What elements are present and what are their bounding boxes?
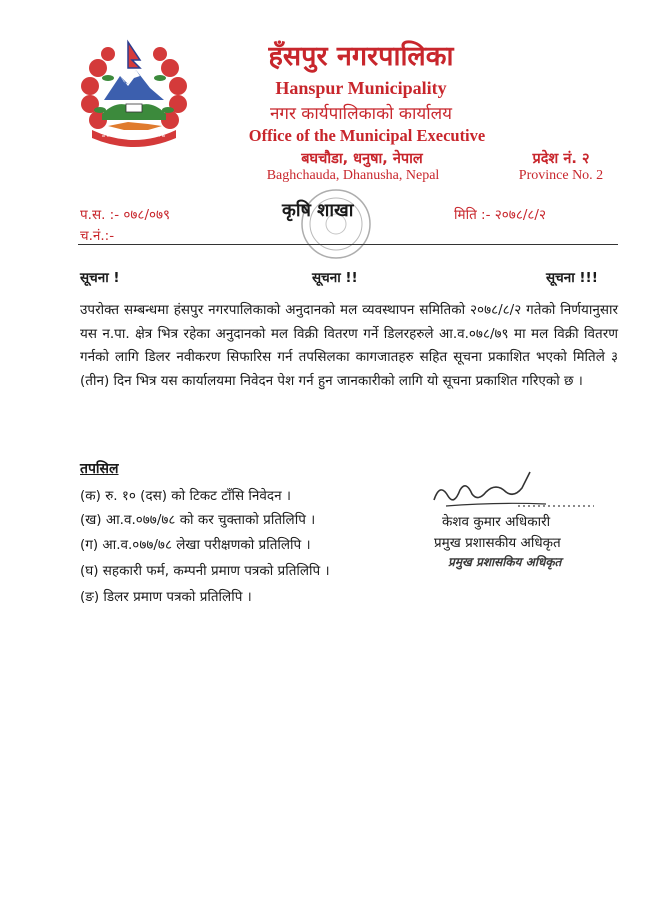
header-divider: [78, 244, 618, 245]
office-title-nepali: नगर कार्यपालिकाको कार्यालय: [269, 104, 453, 124]
annex-item: (ङ) डिलर प्रमाण पत्रको प्रतिलिपि ।: [80, 589, 252, 605]
designation-stamp: प्रमुख प्रशासकिय अधिकृत: [448, 555, 562, 569]
office-title-english: Office of the Municipal Executive: [248, 126, 486, 145]
reference-number: प.स. :- ०७८/०७९: [80, 207, 171, 223]
province-nepali: प्रदेश नं. २: [532, 151, 590, 167]
address-english: Baghchauda, Dhanusha, Nepal: [266, 168, 440, 183]
notice-heading-center: सूचना !!: [312, 270, 358, 286]
signatory-name: केशव कुमार अधिकारी: [442, 514, 551, 530]
signatory-post: प्रमुख प्रशासकीय अधिकृत: [434, 535, 561, 551]
dispatch-number: च.नं.:-: [80, 228, 115, 244]
annex-item: (ख) आ.व.०७७/७८ को कर चुक्ताको प्रतिलिपि ।: [80, 512, 316, 528]
annex-item: (घ) सहकारी फर्म, कम्पनी प्रमाण पत्रको प्रतिलिपि ।: [80, 563, 330, 579]
round-office-stamp: [296, 184, 376, 264]
annex-item: (ग) आ.व.०७७/७८ लेखा परीक्षणको प्रतिलिपि ।: [80, 537, 311, 553]
municipality-title-english: Hanspur Municipality: [275, 78, 447, 98]
annex-heading: तपसिल: [80, 461, 119, 477]
notice-heading-left: सूचना !: [80, 270, 120, 286]
issue-date: मिति :- २०७८/८/२: [454, 207, 546, 223]
notice-heading-right: सूचना !!!: [546, 270, 598, 286]
municipality-emblem: [78, 38, 190, 150]
flag: [128, 42, 140, 68]
municipality-title-nepali: हँसपुर नगरपालिका: [268, 41, 454, 72]
annex-item: (क) रु. १० (दस) को टिकट टाँसि निवेदन ।: [80, 488, 291, 504]
branch-name: कृषि शाखा: [282, 200, 354, 221]
address-nepali: बघचौडा, धनुषा, नेपाल: [301, 151, 423, 167]
map-outline: [108, 122, 162, 130]
handwritten-signature: [426, 468, 596, 518]
province-english: Province No. 2: [518, 168, 604, 183]
ribbon: [92, 130, 176, 147]
notice-body: उपरोक्त सम्बन्धमा हंसपुर नगरपालिकाको अनुदानको मल व्यवस्थापन समितिको २०७८/८/२ गतेको निर्णयानुसार यस न.पा. क्षेत्र भित्र रहेका अनुदानको मल विक्री वितरण गर्ने डिलरहरुले आ.व.०७८/७९ मा मल विक्री वितरण गर्नको लागि डिलर नवीकरण सिफारिस गर्न तपसिलका कागजातहरु सहित सूचना प्रकाशित भएको मितिले ३ (तीन) दिन भित्र यस कार्यालयमा निवेदन पेश गर्न हुन जानकारीको लागि यो सूचना प्रकाशित गरिएको छ ।: [80, 302, 618, 389]
